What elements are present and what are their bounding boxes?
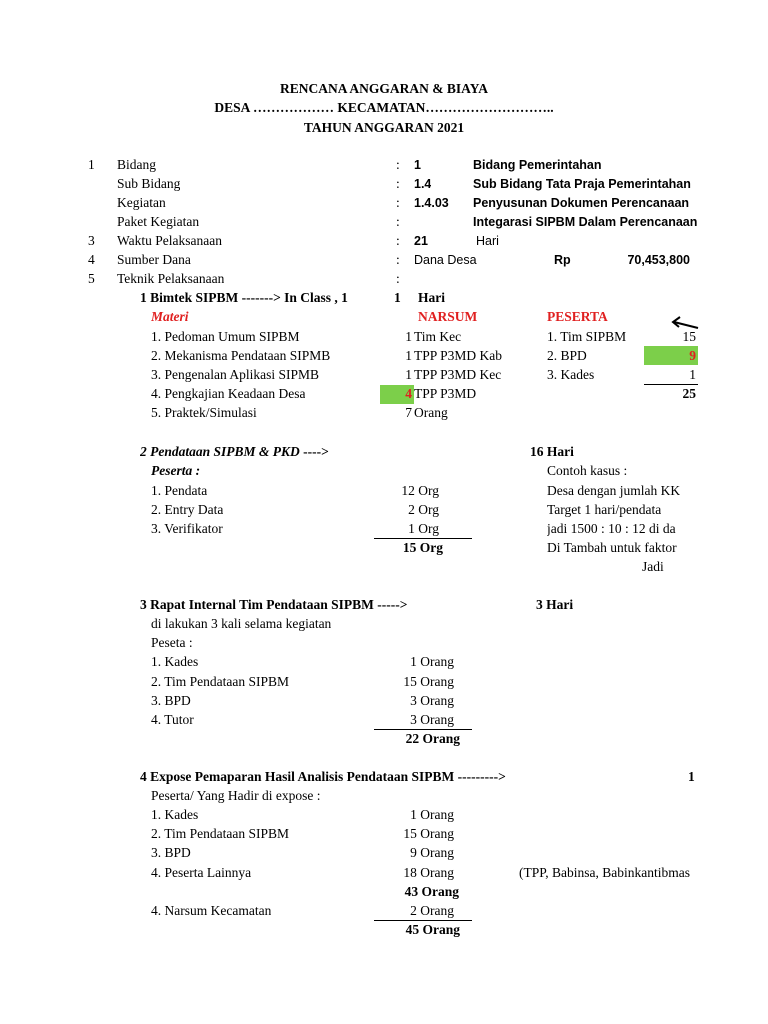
document-subtitle: DESA ……………… KECAMATAN……………………….. xyxy=(214,100,554,115)
peserta-item: 1. Kades xyxy=(151,654,199,669)
peserta-total: 15 Org xyxy=(402,540,443,555)
narsum-item: Orang xyxy=(414,405,448,420)
narsum-item: TPP P3MD Kec xyxy=(414,367,502,382)
info-colon: : xyxy=(396,195,400,210)
section-days: 3 Hari xyxy=(536,597,574,612)
info-label: Kegiatan xyxy=(117,195,166,210)
materi-count: 1 xyxy=(405,367,412,382)
section-note: di lakukan 3 kali selama kegiatan xyxy=(151,616,332,631)
materi-count: 7 xyxy=(405,405,412,420)
info-colon: : xyxy=(396,233,400,248)
document-year: TAHUN ANGGARAN 2021 xyxy=(303,120,465,135)
peserta-item: 4. Peserta Lainnya xyxy=(151,865,252,880)
info-label: Teknik Pelaksanaan xyxy=(117,271,225,286)
materi-item: 5. Praktek/Simulasi xyxy=(151,405,257,420)
arrow-icon xyxy=(670,316,700,332)
peserta-label: Peserta : xyxy=(151,463,201,478)
info-label: Paket Kegiatan xyxy=(117,214,200,229)
peserta-item: 2. Tim Pendataan SIPBM xyxy=(151,674,290,689)
peserta-value: 3 Orang xyxy=(410,693,454,708)
narsum-value: 2 Orang xyxy=(410,903,454,918)
narsum-item: TPP P3MD Kab xyxy=(414,348,503,363)
info-colon: : xyxy=(396,271,400,286)
peserta-value: 1 xyxy=(689,367,696,382)
peserta-value: 9 xyxy=(689,348,696,363)
peserta-item: 4. Tutor xyxy=(151,712,194,727)
materi-header: Materi xyxy=(151,309,189,324)
info-colon: : xyxy=(396,252,400,267)
other-note: (TPP, Babinsa, Babinkantibmas xyxy=(519,865,690,880)
info-label: Sumber Dana xyxy=(117,252,191,267)
peserta-value: 1 Orang xyxy=(410,654,454,669)
sum-line xyxy=(374,729,472,730)
narsum-item: TPP P3MD xyxy=(414,386,477,401)
peserta-total: 22 Orang xyxy=(405,731,460,746)
section-arrow: ----> xyxy=(303,444,329,459)
peserta-label: Peseta : xyxy=(151,635,193,650)
info-code: 1.4 xyxy=(414,177,432,191)
info-desc: Integarasi SIPBM Dalam Perencanaan xyxy=(473,215,698,229)
peserta-value: 9 Orang xyxy=(410,845,454,860)
peserta-total: 25 xyxy=(682,386,696,401)
document-title: RENCANA ANGGARAN & BIAYA xyxy=(280,81,488,96)
info-code: Dana Desa xyxy=(414,253,477,267)
peserta-value: 1 Org xyxy=(408,521,439,536)
note-line: Di Tambah untuk faktor xyxy=(547,540,677,555)
peserta-item: 1. Pendata xyxy=(151,483,208,498)
info-code: 21 xyxy=(414,234,428,248)
info-colon: : xyxy=(396,176,400,191)
sum-line xyxy=(374,920,472,921)
info-label: Bidang xyxy=(117,157,156,172)
peserta-item: 3. BPD xyxy=(151,693,191,708)
peserta-value: 15 Orang xyxy=(403,674,454,689)
peserta-item: 3. BPD xyxy=(151,845,191,860)
info-desc: Hari xyxy=(476,234,499,248)
peserta-value: 2 Org xyxy=(408,502,439,517)
section-days: 1 xyxy=(394,290,401,305)
info-colon: : xyxy=(396,157,400,172)
materi-count: 1 xyxy=(405,329,412,344)
info-desc: Sub Bidang Tata Praja Pemerintahan xyxy=(473,177,691,191)
peserta-value: 15 Orang xyxy=(403,826,454,841)
materi-item: 4. Pengkajian Keadaan Desa xyxy=(151,386,306,401)
peserta-label: Peserta/ Yang Hadir di expose : xyxy=(151,788,321,803)
info-code: 1 xyxy=(414,158,421,172)
peserta-header: PESERTA xyxy=(547,309,608,324)
note-line: Desa dengan jumlah KK xyxy=(547,483,681,498)
materi-count: 4 xyxy=(405,386,412,401)
peserta-total: 45 Orang xyxy=(405,922,460,937)
peserta-item: 1. Tim SIPBM xyxy=(547,329,627,344)
peserta-value: 1 Orang xyxy=(410,807,454,822)
peserta-item: 3. Verifikator xyxy=(151,521,223,536)
note-line: Jadi xyxy=(642,559,664,574)
peserta-value: 18 Orang xyxy=(403,865,454,880)
info-desc: Bidang Pemerintahan xyxy=(473,158,602,172)
peserta-subtotal: 43 Orang xyxy=(404,884,459,899)
peserta-item: 2. Entry Data xyxy=(151,502,224,517)
info-label: Waktu Pelaksanaan xyxy=(117,233,223,248)
peserta-item: 2. Tim Pendataan SIPBM xyxy=(151,826,290,841)
peserta-value: 15 xyxy=(682,329,696,344)
info-no: 1 xyxy=(88,157,95,172)
note-line: jadi 1500 : 10 : 12 di da xyxy=(547,521,676,536)
section-title: 2 Pendataan SIPBM & PKD xyxy=(140,444,300,459)
section-title: 4 Expose Pemaparan Hasil Analisis Pendataan SIPBM ---------> xyxy=(140,769,506,784)
section-days: 16 Hari xyxy=(530,444,574,459)
info-no: 5 xyxy=(88,271,95,286)
peserta-value: 12 Org xyxy=(401,483,439,498)
materi-item: 3. Pengenalan Aplikasi SIPMB xyxy=(151,367,319,382)
section-title: 3 Rapat Internal Tim Pendataan SIPBM -----> xyxy=(140,597,408,612)
narsum-header: NARSUM xyxy=(418,309,478,324)
info-label: Sub Bidang xyxy=(117,176,181,191)
note-line: Target 1 hari/pendata xyxy=(547,502,662,517)
info-no: 3 xyxy=(88,233,95,248)
peserta-item: 1. Kades xyxy=(151,807,199,822)
sum-line xyxy=(644,384,698,385)
section-title: 1 Bimtek SIPBM -------> In Class , 1 xyxy=(140,290,348,305)
sum-line xyxy=(374,538,472,539)
info-desc: Penyusunan Dokumen Perencanaan xyxy=(473,196,690,210)
narsum-item: 4. Narsum Kecamatan xyxy=(151,903,272,918)
materi-item: 2. Mekanisma Pendataan SIPMB xyxy=(151,348,331,363)
rp-value: 70,453,800 xyxy=(627,253,690,267)
rp-label: Rp xyxy=(554,253,571,267)
section-days: 1 xyxy=(688,769,695,784)
materi-item: 1. Pedoman Umum SIPBM xyxy=(151,329,300,344)
info-no: 4 xyxy=(88,252,95,267)
materi-count: 1 xyxy=(405,348,412,363)
info-colon: : xyxy=(396,214,400,229)
narsum-item: Tim Kec xyxy=(414,329,462,344)
peserta-item: 2. BPD xyxy=(547,348,587,363)
peserta-item: 3. Kades xyxy=(547,367,595,382)
section-days-unit: Hari xyxy=(418,290,445,305)
peserta-value: 3 Orang xyxy=(410,712,454,727)
note-line: Contoh kasus : xyxy=(547,463,628,478)
info-code: 1.4.03 xyxy=(414,196,449,210)
